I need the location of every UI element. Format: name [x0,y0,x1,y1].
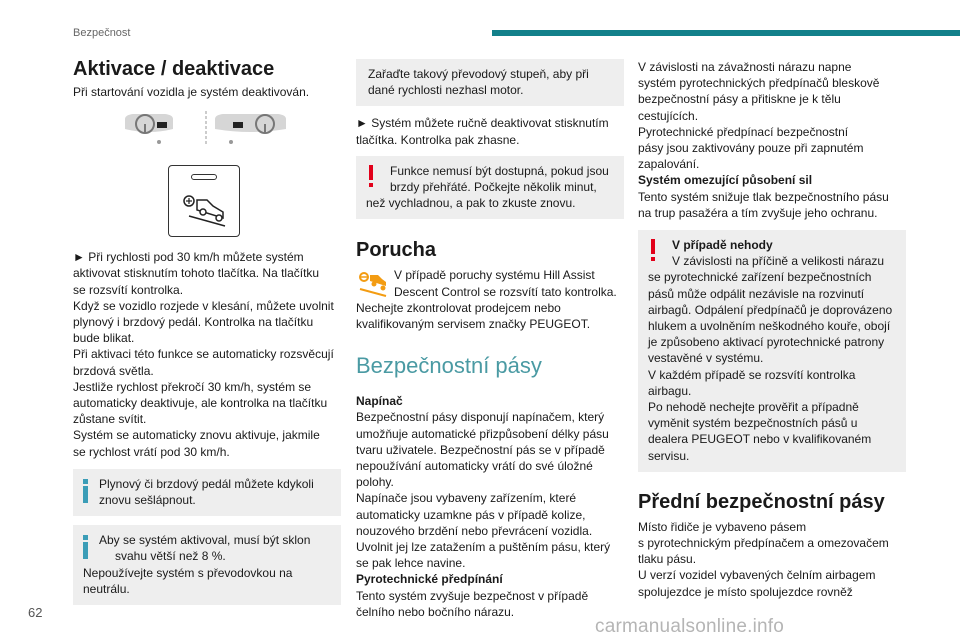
activation-line: Když se vozidlo rozjede v klesání, můžete uvolnit [73,298,334,313]
subheading-pyrotechnic: Pyrotechnické předpínání [356,572,503,587]
heading-seat-belts: Bezpečnostní pásy [356,353,542,379]
info-box-slope [73,525,341,605]
activation-line: Jestliže rychlost překročí 30 km/h, systém se [73,379,312,394]
steering-wheel-right-icon [215,114,286,133]
note-text: Zařaďte takový převodový stupeň, aby při [368,67,589,81]
retractor-line: nouzového brzdění nebo převrácení vozidla. [356,523,593,538]
subheading-force-limiter: Systém omezující působení sil [638,173,813,188]
watermark: carmanualsonline.info [595,616,785,637]
retractor-line: Bezpečnostní pásy disponují napínačem, který [356,410,605,425]
pyro-detail-line: systém pyrotechnických předpínačů bleskově [638,76,880,91]
warning-icon [650,239,654,263]
info-icon [83,479,87,503]
pyro-detail-line: bezpečnostní pásy a přitiskne je k tělu [638,92,841,107]
intro-text: Při startování vozidla je systém deaktivován. [73,85,310,99]
pyro-detail-line: cestujících. [638,108,699,123]
deactivate-line: tlačítka. Kontrolka pak zhasne. [356,132,520,147]
warning-text: airbagu. [648,383,692,398]
hill-descent-button-icon [168,165,240,237]
column-middle [356,52,624,620]
front-belts-line: spolujezdce je místo spolujezdce rovněž [638,584,853,599]
warning-icon [368,165,372,189]
front-belts-line: Místo řidiče je vybaveno pásem [638,519,807,534]
retractor-line: polohy. [356,475,394,490]
warning-text: dealera PEUGEOT nebo v kvalifikovaném [648,432,872,447]
warning-text: Po nehodě nechejte prověřit a případně [648,400,859,415]
info-text: Plynový či brzdový pedál můžete kdykoli [99,476,314,491]
warning-box-accident [638,230,906,472]
front-belts-line: U verzí vozidel vybavených čelním airbagem [638,568,876,583]
warning-text: brzdy přehřáté. Počkejte několik minut, [390,180,597,195]
retractor-line: Uvolnit jej lze zatažením a puštěním pásu, který [356,540,611,555]
warning-text: airbagů. Odpálení předpínačů je doprovázeno [648,302,893,317]
activation-line: brzdová světla. [73,363,154,378]
pyro-detail-line: V závislosti na závažnosti nárazu napne [638,60,852,74]
info-text: znovu sešlápnout. [99,493,196,508]
info-icon [83,535,87,559]
column-left [73,52,341,605]
front-belts-line: tlaku pásu. [638,552,697,567]
warning-text: se pyrotechnické zařízení bezpečnostních [648,270,872,285]
info-text: neutrálu. [83,581,130,596]
section-label: Bezpečnost [73,27,131,39]
warning-text: pásů může odpálit nezávisle na rozvinutí [648,286,865,301]
column-right [638,52,906,600]
retractor-line: tvaru uživatele. Bezpečnostní pás se v případě [356,442,605,457]
fault-text: Descent Control se rozsvítí tato kontrolka. [394,284,617,299]
limiter-line: Tento systém snižuje tlak bezpečnostního pásu [638,189,889,204]
activation-line: ► Při rychlosti pod 30 km/h můžete systém [73,250,304,265]
activation-line: Při aktivaci této funkce se automaticky rozsvěcují [73,347,334,362]
front-belts-line: s pyrotechnickým předpínačem a omezovačem [638,536,889,551]
warning-text: V závislosti na příčině a velikosti nárazu [672,254,885,269]
pyro-detail-line: Pyrotechnické předpínací bezpečnostní [638,124,849,139]
info-text: svahu větší než 8 %. [115,549,226,564]
warning-text: servisu. [648,448,690,463]
activation-line: zůstane svítit. [73,412,147,427]
retractor-line: Napínače jsou vybaveny zařízením, které [356,491,577,506]
subheading-retractor: Napínač [356,394,403,409]
warning-text: vestavěné v systému. [648,351,764,366]
warning-text: je způsobeno aktivací pyrotechnické patrony [648,335,885,350]
info-text: Nepoužívejte systém s převodovkou na [83,565,293,580]
warning-text: než vychladnou, a pak to zkuste znovu. [366,196,576,211]
warning-title: V případě nehody [672,238,773,253]
illustration-steering-wheels [73,107,341,161]
note-text: dané rychlosti nezhasl motor. [368,83,524,98]
activation-line: automaticky deaktivuje, ale kontrolka na tlačítku [73,396,328,411]
limiter-line: na trup pasažéra a tím zvyšuje jeho ochranu. [638,205,878,220]
pyro-line: čelního nebo bočního nárazu. [356,604,515,619]
pyro-detail-line: pásy jsou zaktivovány pouze při zapnutém [638,141,864,156]
retractor-line: automaticky uzamkne pás v případě kolize, [356,507,586,522]
activation-line: plynový i brzdový pedál. Kontrolka na tlačítku [73,315,314,330]
heading-front-belts: Přední bezpečnostní pásy [638,490,885,513]
pyro-detail-line: zapalování. [638,157,700,172]
deactivate-line: ► Systém můžete ručně deaktivovat stisknutím [356,116,609,131]
heading-activation: Aktivace / deaktivace [73,58,275,80]
warning-text: V každém případě se rozsvítí kontrolka [648,367,856,382]
header-accent-bar [492,30,960,36]
note-box-gear [356,59,624,106]
activation-line: aktivovat stisknutím tohoto tlačítka. Na tlačítku [73,266,320,281]
activation-line: se rozsvítí kontrolka. [73,282,184,297]
retractor-line: se pak lehce navine. [356,556,466,571]
warning-text: vyměnit systém bezpečnostních pásů u [648,416,858,431]
fault-text: V případě poruchy systému Hill Assist [394,268,595,283]
retractor-line: umožňuje automatické přizpůsobení délky pásu [356,426,609,441]
info-text: Aby se systém aktivoval, musí být sklon [99,533,311,548]
page-number: 62 [28,605,43,620]
hill-descent-warning-lamp-icon [356,267,388,297]
pyro-line: Tento systém zvyšuje bezpečnost v případě [356,588,589,603]
fault-text: kvalifikovaným servisem značky PEUGEOT. [356,317,591,332]
fault-text: Nechejte zkontrolovat prodejcem nebo [356,300,561,315]
activation-line: bude blikat. [73,331,135,346]
info-box-pedal [73,469,341,516]
retractor-line: nepoužívání automaticky vrátí do své úložné [356,459,593,474]
activation-line: se rychlost vrátí pod 30 km/h. [73,444,230,459]
heading-fault: Porucha [356,239,437,262]
warning-text: Funkce nemusí být dostupná, pokud jsou [390,163,609,178]
steering-wheel-left-icon [125,114,173,133]
warning-text: hlukem a uvolněním neškodného kouře, obojí [648,319,891,334]
activation-line: Systém se automaticky znovu aktivuje, jakmile [73,428,320,443]
warning-box-brakes [356,156,624,220]
